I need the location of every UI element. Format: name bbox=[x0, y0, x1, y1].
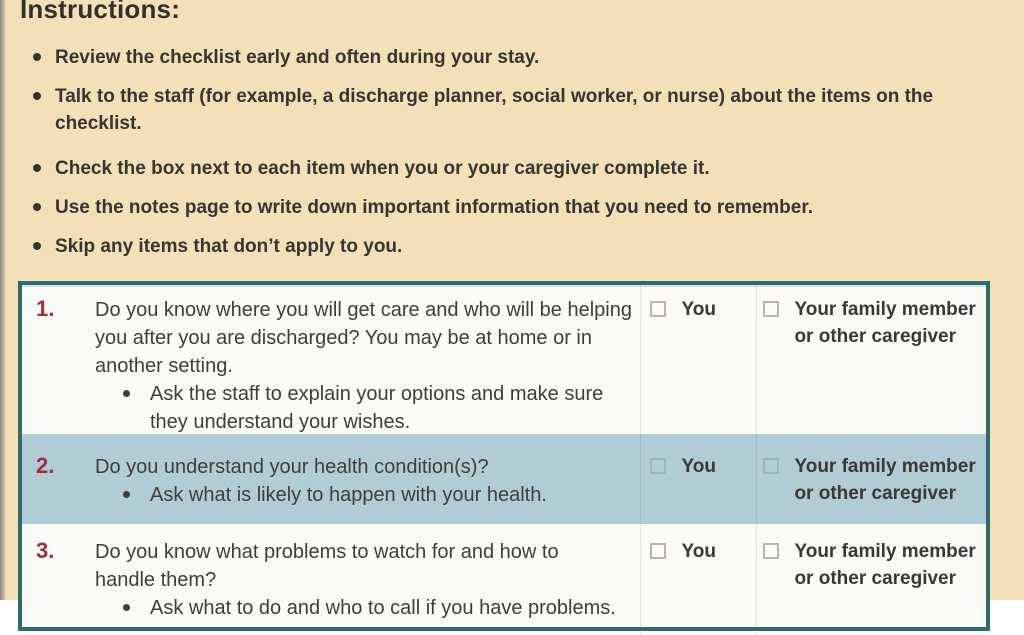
bullet-dot-icon bbox=[33, 242, 41, 250]
item-question: Do you know what problems to watch for and how to handle them? bbox=[95, 541, 559, 591]
you-label: You bbox=[681, 456, 716, 477]
item-number: 1. bbox=[36, 296, 55, 321]
item-question: Do you know where you will get care and who will be helping you after you are discharged? You may be at home or in another setting. bbox=[95, 299, 632, 377]
instruction-bullet bbox=[20, 83, 980, 137]
bullet-dot-icon bbox=[123, 390, 130, 397]
instructions-list bbox=[20, 44, 980, 272]
subbullet-text: Ask the staff to explain your options and make sure they understand your wishes. bbox=[150, 383, 604, 433]
checklist-table bbox=[18, 281, 990, 631]
instruction-text: Use the notes page to write down important information that you need to remember. bbox=[55, 197, 813, 218]
bullet-dot-icon bbox=[33, 203, 41, 211]
you-checkbox-item-1[interactable] bbox=[650, 301, 666, 317]
instruction-text: Review the checklist early and often during your stay. bbox=[55, 47, 540, 68]
checklist-row-2 bbox=[22, 434, 986, 524]
bullet-dot-icon bbox=[33, 92, 41, 100]
bullet-dot-icon bbox=[123, 604, 130, 611]
bullet-dot-icon bbox=[33, 53, 41, 61]
instruction-bullet bbox=[20, 233, 980, 260]
you-checkbox-item-2[interactable] bbox=[650, 458, 666, 474]
item-question-cell bbox=[95, 434, 640, 524]
you-checkbox-item-3[interactable] bbox=[650, 543, 666, 559]
checklist-row-1 bbox=[22, 285, 986, 434]
you-label: You bbox=[681, 299, 716, 320]
instruction-bullet bbox=[20, 44, 980, 71]
bullet-dot-icon bbox=[123, 491, 130, 498]
family-label: Your family member or other caregiver bbox=[794, 456, 976, 504]
family-checkbox-item-1[interactable] bbox=[763, 301, 779, 317]
item-subbullet bbox=[95, 380, 640, 436]
family-label: Your family member or other caregiver bbox=[794, 299, 976, 347]
family-label: Your family member or other caregiver bbox=[794, 541, 976, 589]
family-column-cell bbox=[756, 434, 986, 524]
family-column-cell bbox=[756, 524, 986, 635]
item-question-cell bbox=[95, 285, 640, 434]
you-label: You bbox=[681, 541, 716, 562]
bullet-dot-icon bbox=[33, 164, 41, 172]
item-question-cell bbox=[95, 524, 640, 635]
instruction-text: Skip any items that don’t apply to you. bbox=[55, 236, 403, 257]
you-column-cell bbox=[640, 434, 756, 524]
item-question: Do you understand your health condition(s)? bbox=[95, 456, 489, 478]
subbullet-text: Ask what is likely to happen with your health. bbox=[150, 484, 547, 506]
instruction-text: Talk to the staff (for example, a discharge planner, social worker, or nurse) about the items on the checklist. bbox=[55, 86, 934, 134]
instructions-title: Instructions: bbox=[20, 0, 181, 24]
family-checkbox-item-3[interactable] bbox=[763, 543, 779, 559]
page-edge-shadow bbox=[0, 0, 6, 600]
instruction-text: Check the box next to each item when you or your caregiver complete it. bbox=[55, 158, 710, 179]
family-checkbox-item-2[interactable] bbox=[763, 458, 779, 474]
item-subbullet bbox=[95, 594, 640, 622]
item-subbullet bbox=[95, 481, 640, 509]
instruction-bullet bbox=[20, 155, 980, 182]
item-number: 2. bbox=[36, 453, 55, 478]
checklist-row-3 bbox=[22, 524, 986, 635]
you-column-cell bbox=[640, 524, 756, 635]
you-column-cell bbox=[640, 285, 756, 434]
instruction-bullet bbox=[20, 194, 980, 221]
subbullet-text: Ask what to do and who to call if you have problems. bbox=[150, 597, 616, 619]
family-column-cell bbox=[756, 285, 986, 434]
item-number: 3. bbox=[36, 538, 55, 563]
